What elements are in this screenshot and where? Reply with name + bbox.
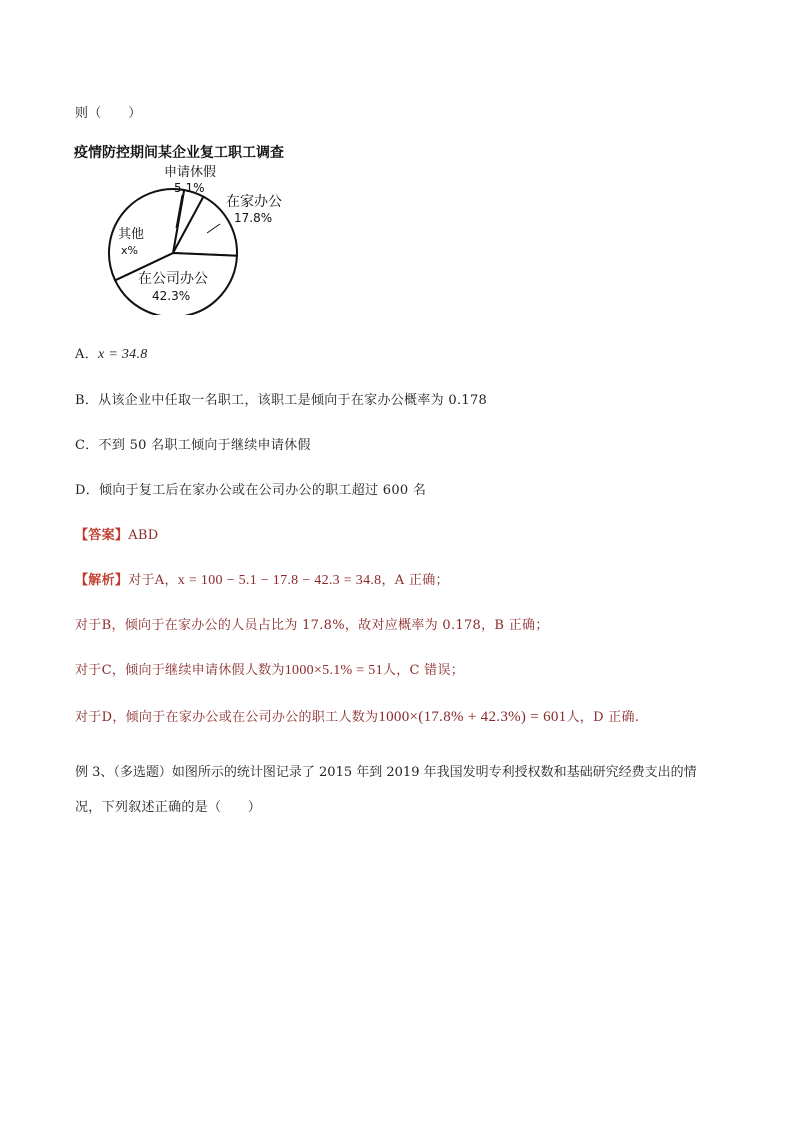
slice-value-zaijiabangong: 17.8%: [234, 211, 273, 225]
analysis-line-a: [75, 569, 449, 589]
slice-label-zaijiabangong: 在家办公: [226, 194, 282, 210]
pie-chart: [70, 140, 315, 315]
option-c: [75, 434, 311, 453]
option-a-text: x = 34.8: [98, 347, 148, 362]
question-stem-tail: 则（ ）: [75, 106, 142, 121]
analysis-tag: 【解析】: [75, 573, 129, 588]
slice-value-qita: x%: [121, 244, 138, 257]
analysis-a-pre: 对于A，: [128, 573, 178, 588]
option-a-label: A．: [75, 347, 98, 362]
analysis-c-post: 人，C 错误；: [382, 663, 465, 678]
option-a: [75, 343, 148, 363]
answer-value: ABD: [128, 528, 159, 543]
analysis-line-c: [75, 659, 464, 679]
slice-label-qita: 其他: [118, 227, 145, 242]
analysis-d-formula: 1000×(17.8% + 42.3%) = 601: [378, 709, 567, 725]
option-c-label: C．: [75, 438, 99, 453]
option-b-text: 从该企业中任取一名职工，该职工是倾向于在家办公概率为 0.178: [98, 393, 488, 408]
example3-line2: 况，下列叙述正确的是（ ）: [75, 800, 262, 815]
analysis-line-d: [75, 706, 639, 726]
slice-value-zaigongsibangong: 42.3%: [152, 289, 191, 303]
analysis-d-post: 人，D 正确.: [566, 710, 640, 725]
analysis-c-pre: 对于C，倾向于继续申请休假人数为: [75, 663, 285, 678]
analysis-a-formula: x = 100 − 5.1 − 17.8 − 42.3 = 34.8: [177, 573, 382, 588]
analysis-d-pre: 对于D，倾向于在家办公或在公司办公的职工人数为: [75, 710, 379, 725]
option-d-label: D．: [75, 483, 100, 498]
analysis-c-formula: 1000×5.1% = 51: [284, 663, 383, 678]
answer-tag: 【答案】: [75, 528, 129, 543]
option-b-label: B．: [75, 393, 99, 408]
option-d: [75, 479, 426, 498]
option-c-text: 不到 50 名职工倾向于继续申请休假: [98, 438, 311, 453]
answer-line: [75, 524, 158, 543]
analysis-line-b: [75, 614, 549, 633]
analysis-b-text: 对于B，倾向于在家办公的人员占比为 17.8%，故对应概率为 0.178，B 正确；: [75, 618, 549, 633]
option-d-text: 倾向于复工后在家办公或在公司办公的职工超过 600 名: [99, 483, 427, 498]
option-b: [75, 389, 487, 408]
slice-value-shenqingxiujia: 5.1%: [174, 181, 205, 195]
slice-label-shenqingxiujia: 申请休假: [164, 165, 217, 180]
slice-label-zaigongsibangong: 在公司办公: [138, 271, 208, 287]
analysis-a-post: ，A 正确；: [381, 573, 449, 588]
example3-line1: 例 3、（多选题）如图所示的统计图记录了 2015 年到 2019 年我国发明专利授权数和基础研究经费支出的情: [75, 765, 697, 780]
chart-title: 疫情防控期间某企业复工职工调查: [74, 145, 284, 161]
